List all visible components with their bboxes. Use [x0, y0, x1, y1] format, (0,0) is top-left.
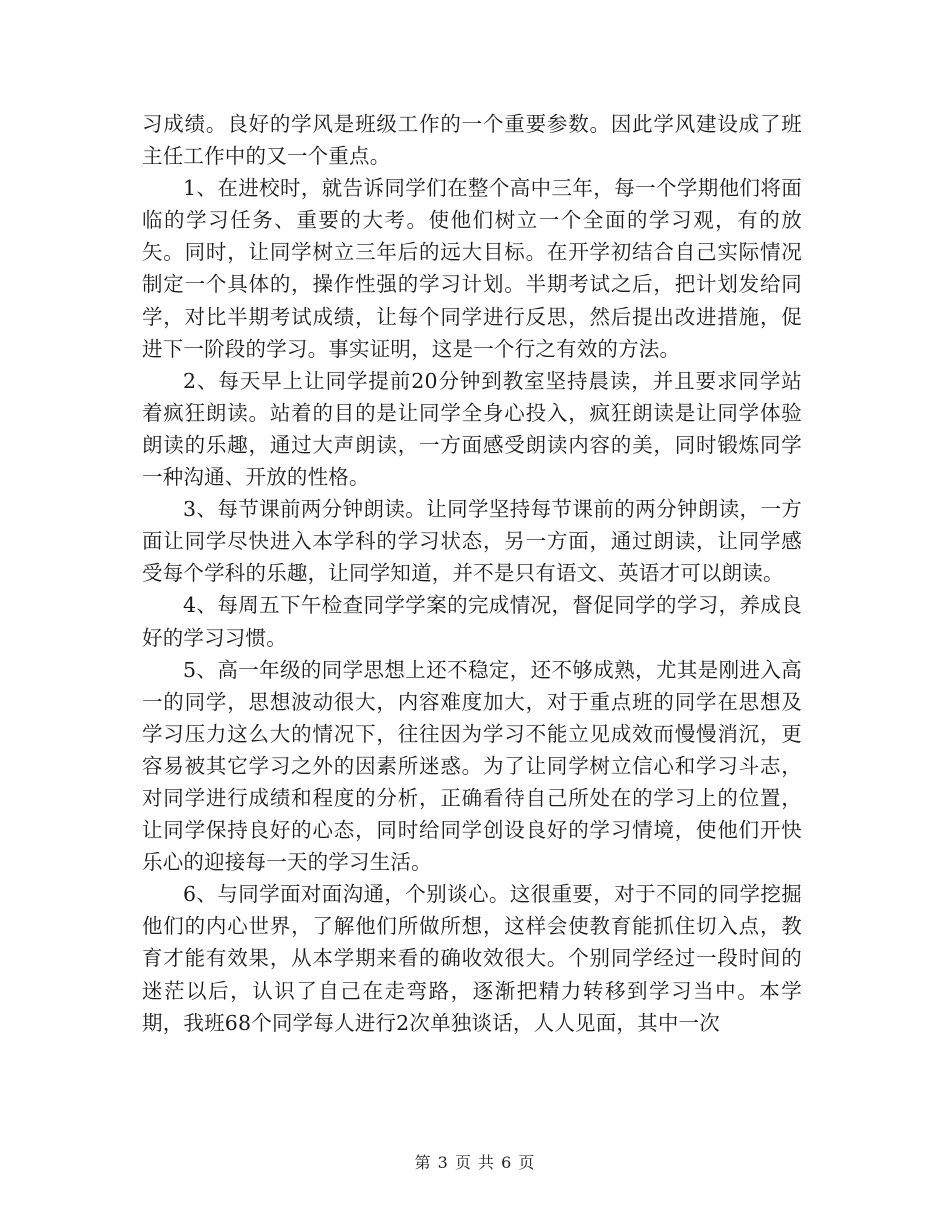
- paragraph-item-2: 2、每天早上让同学提前20分钟到教室坚持晨读，并且要求同学站着疯狂朗读。站着的目的是让同学全身心投入，疯狂朗读是让同学体验朗读的乐趣，通过大声朗读，一方面感受朗读内容的美，同时锻炼同学一种沟通、开放的性格。: [142, 368, 802, 490]
- paragraph-continued: 习成绩。良好的学风是班级工作的一个重要参数。因此学风建设成了班主任工作中的又一个重点。: [142, 112, 802, 169]
- document-body: [142, 108, 802, 1039]
- page-number-footer: 第 3 页 共 6 页: [414, 1153, 536, 1172]
- paragraph-item-5: 5、高一年级的同学思想上还不稳定，还不够成熟，尤其是刚进入高一的同学，思想波动很大，内容难度加大，对于重点班的同学在思想及学习压力这么大的情况下，往往因为学习不能立见成效而慢慢消沉，更容易被其它学习之外的因素所迷惑。为了让同学树立信心和学习斗志，对同学进行成绩和程度的分析，正确看待自己所处在的学习上的位置，让同学保持良好的心态，同时给同学创设良好的学习情境，使他们开快乐心的迎接每一天的学习生活。: [142, 657, 802, 875]
- paragraph-item-1: 1、在进校时，就告诉同学们在整个高中三年，每一个学期他们将面临的学习任务、重要的大考。使他们树立一个全面的学习观，有的放矢。同时，让同学树立三年后的远大目标。在开学初结合自己实际情况制定一个具体的，操作性强的学习计划。半期考试之后，把计划发给同学，对比半期考试成绩，让每个同学进行反思，然后提出改进措施，促进下一阶段的学习。事实证明，这是一个行之有效的方法。: [142, 176, 802, 361]
- paragraph-item-6: 6、与同学面对面沟通，个别谈心。这很重要，对于不同的同学挖掘他们的内心世界，了解他们所做所想，这样会使教育能抓住切入点，教育才能有效果，从本学期来看的确收效很大。个别同学经过一段时间的迷茫以后，认识了自己在走弯路，逐渐把精力转移到学习当中。本学期，我班68个同学每人进行2次单独谈话，人人见面，其中一次: [142, 882, 802, 1035]
- paragraph-item-4: 4、每周五下午检查同学学案的完成情况，督促同学的学习，养成良好的学习习惯。: [142, 593, 802, 650]
- paragraph-item-3: 3、每节课前两分钟朗读。让同学坚持每节课前的两分钟朗读，一方面让同学尽快进入本学科的学习状态，另一方面，通过朗读，让同学感受每个学科的乐趣，让同学知道，并不是只有语文、英语才可以朗读。: [142, 497, 802, 586]
